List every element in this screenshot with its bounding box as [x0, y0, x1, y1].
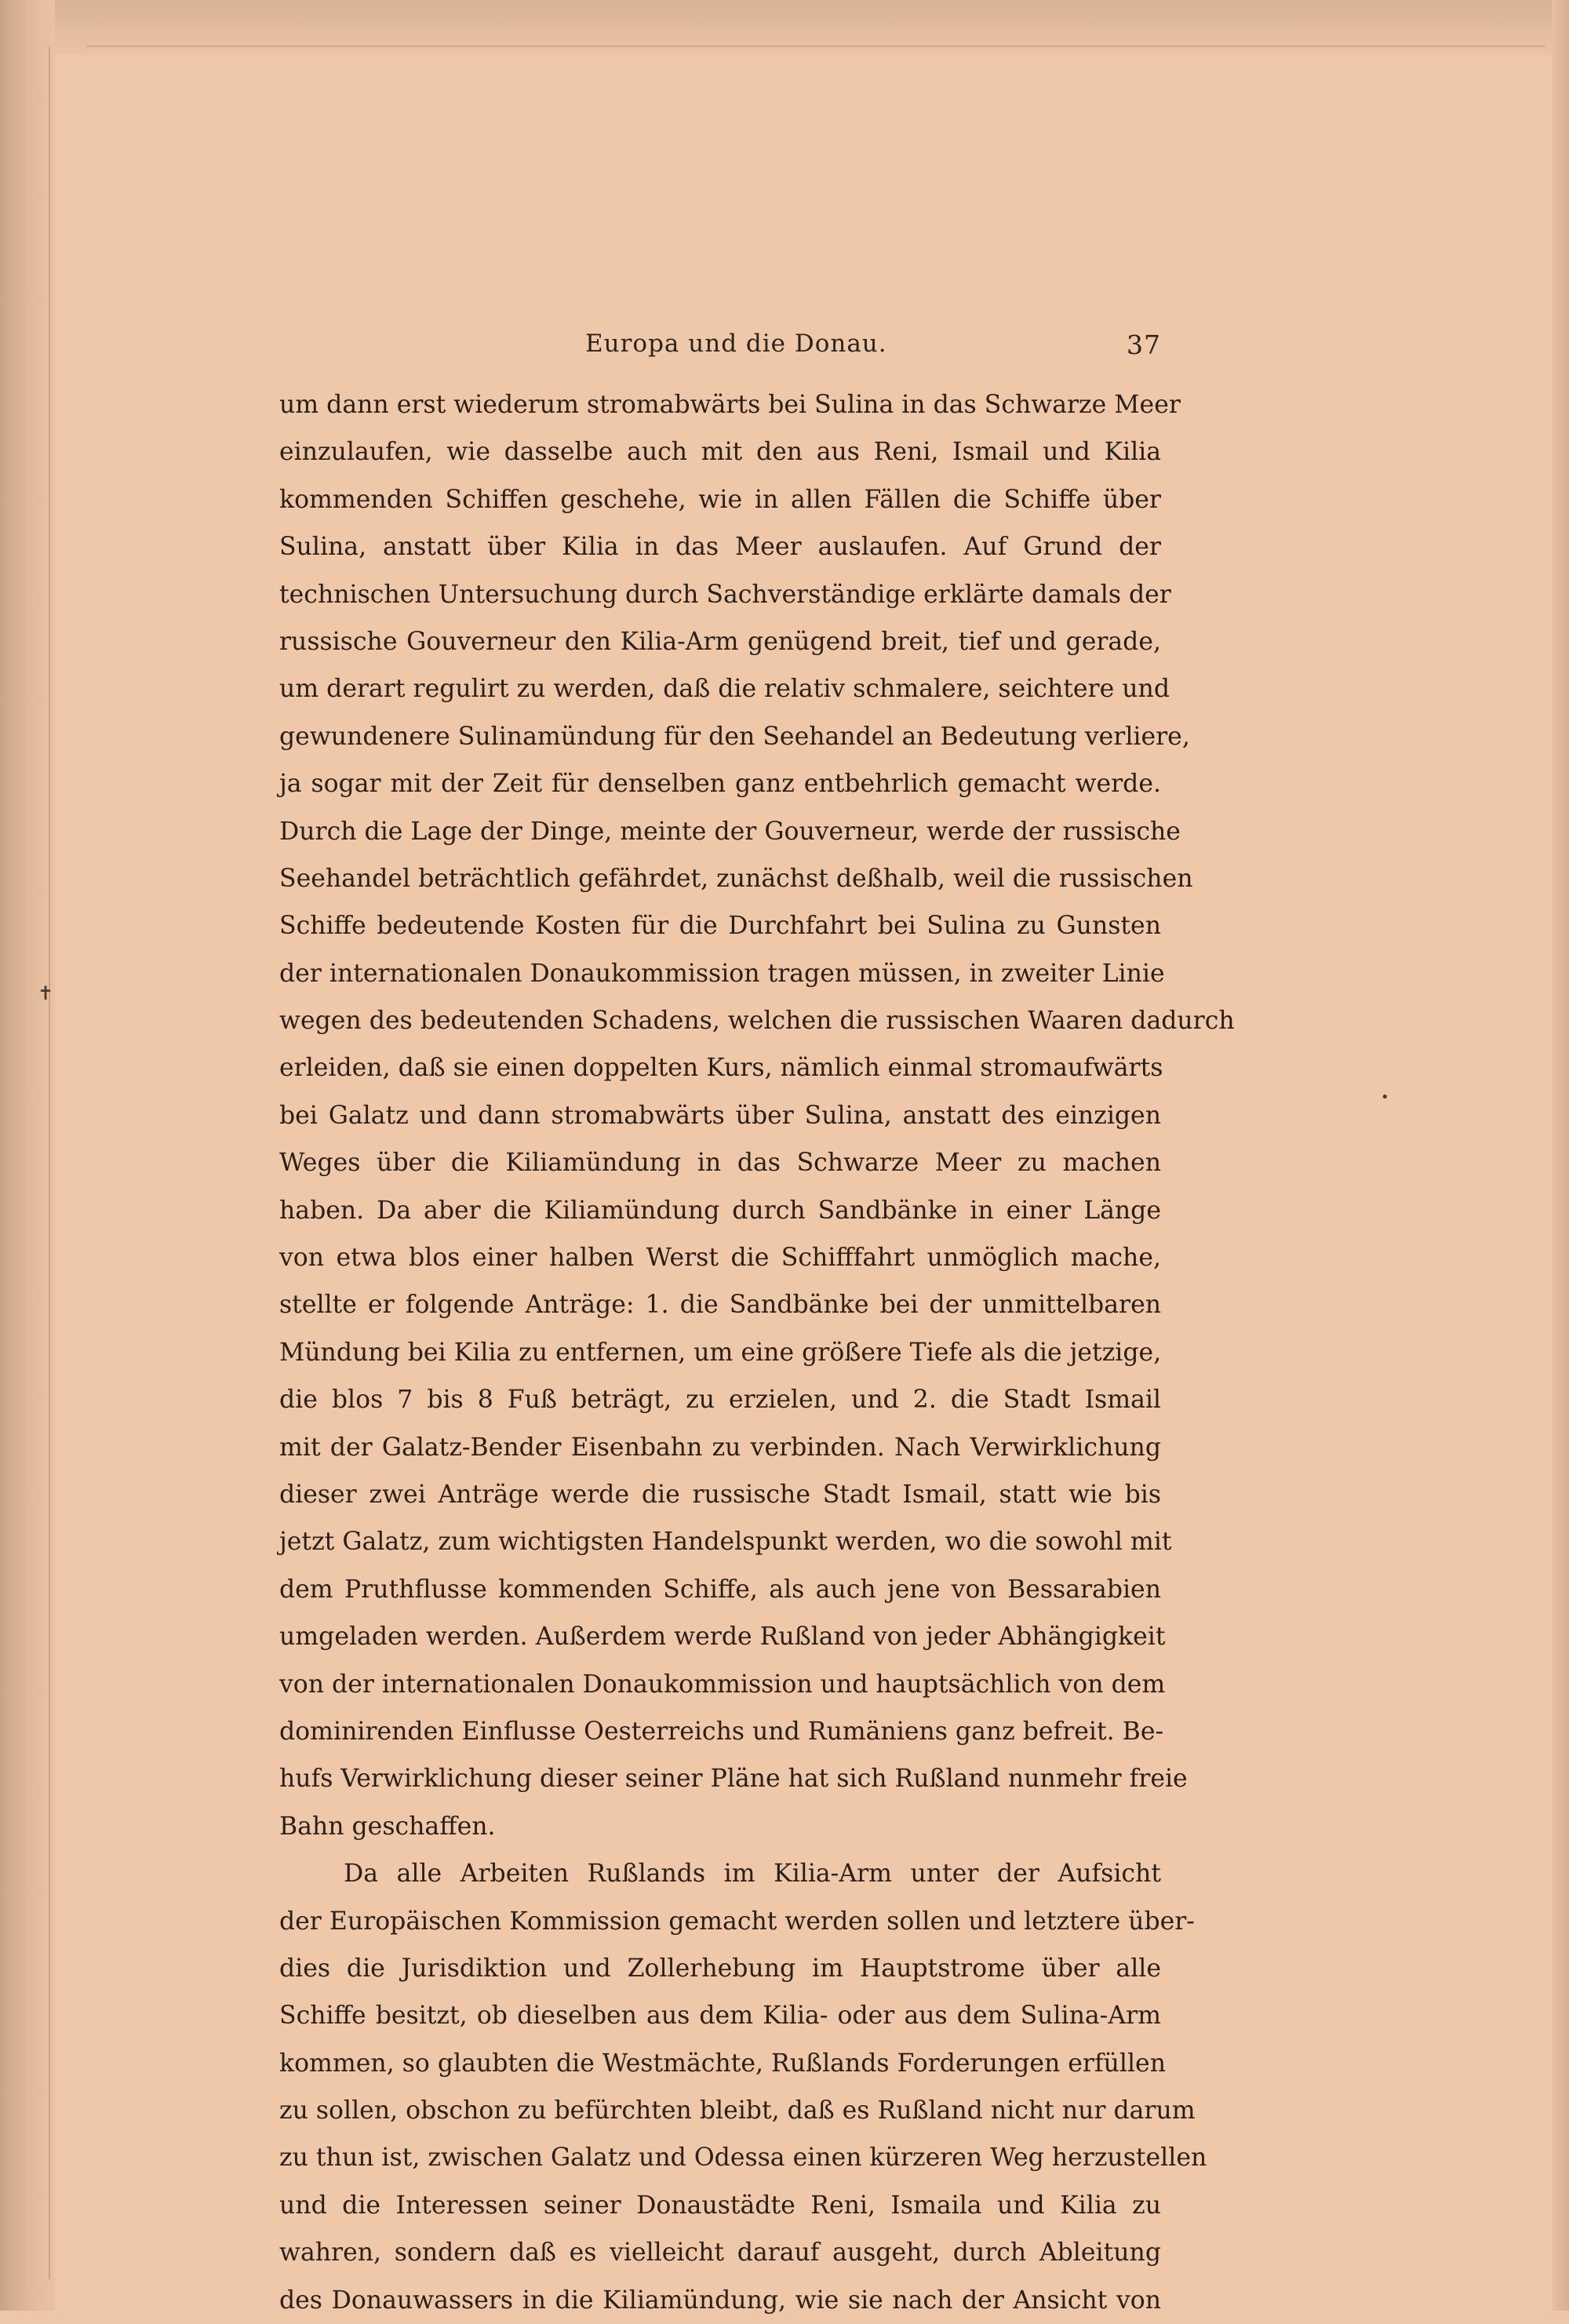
- text-line: Schiffe besitzt, ob dieselben aus dem Kilia- oder aus dem Sulina-Arm: [279, 2002, 1161, 2031]
- text-line: einzulaufen, wie dasselbe auch mit den aus Reni, Ismail und Kilia: [279, 438, 1161, 467]
- text-line: ja sogar mit der Zeit für denselben ganz entbehrlich gemacht werde.: [279, 770, 1161, 799]
- text-line: gewundenere Sulinamündung für den Seehandel an Bedeutung verliere,: [279, 722, 1190, 751]
- page-number: 37: [1127, 330, 1161, 360]
- text-line: Schiffe bedeutende Kosten für die Durchfahrt bei Sulina zu Gunsten: [279, 912, 1161, 941]
- text-line: jetzt Galatz, zum wichtigsten Handelspunkt werden, wo die sowohl mit: [279, 1528, 1172, 1557]
- text-line: Weges über die Kiliamündung in das Schwarze Meer zu machen: [279, 1149, 1161, 1178]
- page-right-edge: [1552, 0, 1569, 2311]
- text-line: um derart regulirt zu werden, daß die relativ schmalere, seichtere und: [279, 675, 1170, 704]
- text-line: kommen, so glaubten die Westmächte, Rußlands Forderungen erfüllen: [279, 2049, 1166, 2078]
- text-line: umgeladen werden. Außerdem werde Rußland von jeder Abhängigkeit: [279, 1623, 1166, 1652]
- text-line: um dann erst wiederum stromabwärts bei Sulina in das Schwarze Meer: [279, 391, 1181, 419]
- text-line: Seehandel beträchtlich gefährdet, zunächst deßhalb, weil die russischen: [279, 864, 1193, 893]
- text-line: hufs Verwirklichung dieser seiner Pläne hat sich Rußland nunmehr freie: [279, 1765, 1188, 1794]
- text-line: und die Interessen seiner Donaustädte Reni, Ismaila und Kilia zu: [279, 2191, 1161, 2220]
- text-line: erleiden, daß sie einen doppelten Kurs, nämlich einmal stromaufwärts: [279, 1054, 1163, 1083]
- text-line: Mündung bei Kilia zu entfernen, um eine größere Tiefe als die jetzige,: [279, 1338, 1162, 1367]
- text-line: zu sollen, obschon zu befürchten bleibt, daß es Rußland nicht nur darum: [279, 2096, 1196, 2125]
- text-line: stellte er folgende Anträge: 1. die Sandbänke bei der unmittelbaren: [279, 1291, 1161, 1320]
- text-line: dem Pruthflusse kommenden Schiffe, als auch jene von Bessarabien: [279, 1575, 1161, 1604]
- text-line: der internationalen Donaukommission tragen müssen, in zweiter Linie: [279, 959, 1165, 988]
- page-header: [279, 319, 1161, 366]
- text-line: haben. Da aber die Kiliamündung durch Sandbänke in einer Länge: [279, 1196, 1161, 1225]
- text-line: die blos 7 bis 8 Fuß beträgt, zu erzielen, und 2. die Stadt Ismail: [279, 1386, 1161, 1415]
- running-title: Europa und die Donau.: [585, 330, 887, 358]
- text-line: Sulina, anstatt über Kilia in das Meer auslaufen. Auf Grund der: [279, 533, 1161, 562]
- text-line: dies die Jurisdiktion und Zollerhebung im Hauptstrome über alle: [279, 1954, 1161, 1983]
- text-line: des Donauwassers in die Kiliamündung, wie sie nach der Ansicht von: [279, 2286, 1161, 2315]
- text-line: bei Galatz und dann stromabwärts über Sulina, anstatt des einzigen: [279, 1101, 1161, 1130]
- margin-mark: ✝: [38, 982, 54, 1004]
- text-line: der Europäischen Kommission gemacht werden sollen und letztere über-: [279, 1907, 1195, 1936]
- text-line: Durch die Lage der Dinge, meinte der Gouverneur, werde der russische: [279, 817, 1181, 846]
- text-line: russische Gouverneur den Kilia-Arm genügend breit, tief und gerade,: [279, 627, 1161, 656]
- margin-speck: •: [1381, 1089, 1389, 1106]
- text-line: kommenden Schiffen geschehe, wie in allen Fällen die Schiffe über: [279, 485, 1161, 514]
- text-line: Bahn geschaffen.: [279, 1812, 496, 1841]
- text-line: wahren, sondern daß es vielleicht darauf ausgeht, durch Ableitung: [279, 2238, 1161, 2268]
- text-line: von der internationalen Donaukommission und hauptsächlich von dem: [279, 1670, 1166, 1699]
- text-line: dominirenden Einflusse Oesterreichs und Rumäniens ganz befreit. Be-: [279, 1717, 1164, 1746]
- text-line: Da alle Arbeiten Rußlands im Kilia-Arm unter der Aufsicht: [344, 1860, 1161, 1889]
- body-text: [279, 381, 1235, 2324]
- text-line: wegen des bedeutenden Schadens, welchen die russischen Waaren dadurch: [279, 1007, 1235, 1036]
- text-line: dieser zwei Anträge werde die russische Stadt Ismail, statt wie bis: [279, 1480, 1161, 1509]
- text-line: technischen Untersuchung durch Sachverständige erklärte damals der: [279, 580, 1171, 609]
- text-line: mit der Galatz-Bender Eisenbahn zu verbinden. Nach Verwirklichung: [279, 1433, 1161, 1462]
- page-top-edge: [55, 0, 1569, 55]
- book-gutter-edge: [0, 0, 55, 2311]
- text-line: von etwa blos einer halben Werst die Schifffahrt unmöglich mache,: [279, 1244, 1161, 1273]
- text-line: zu thun ist, zwischen Galatz und Odessa einen kürzeren Weg herzustellen: [279, 2144, 1207, 2173]
